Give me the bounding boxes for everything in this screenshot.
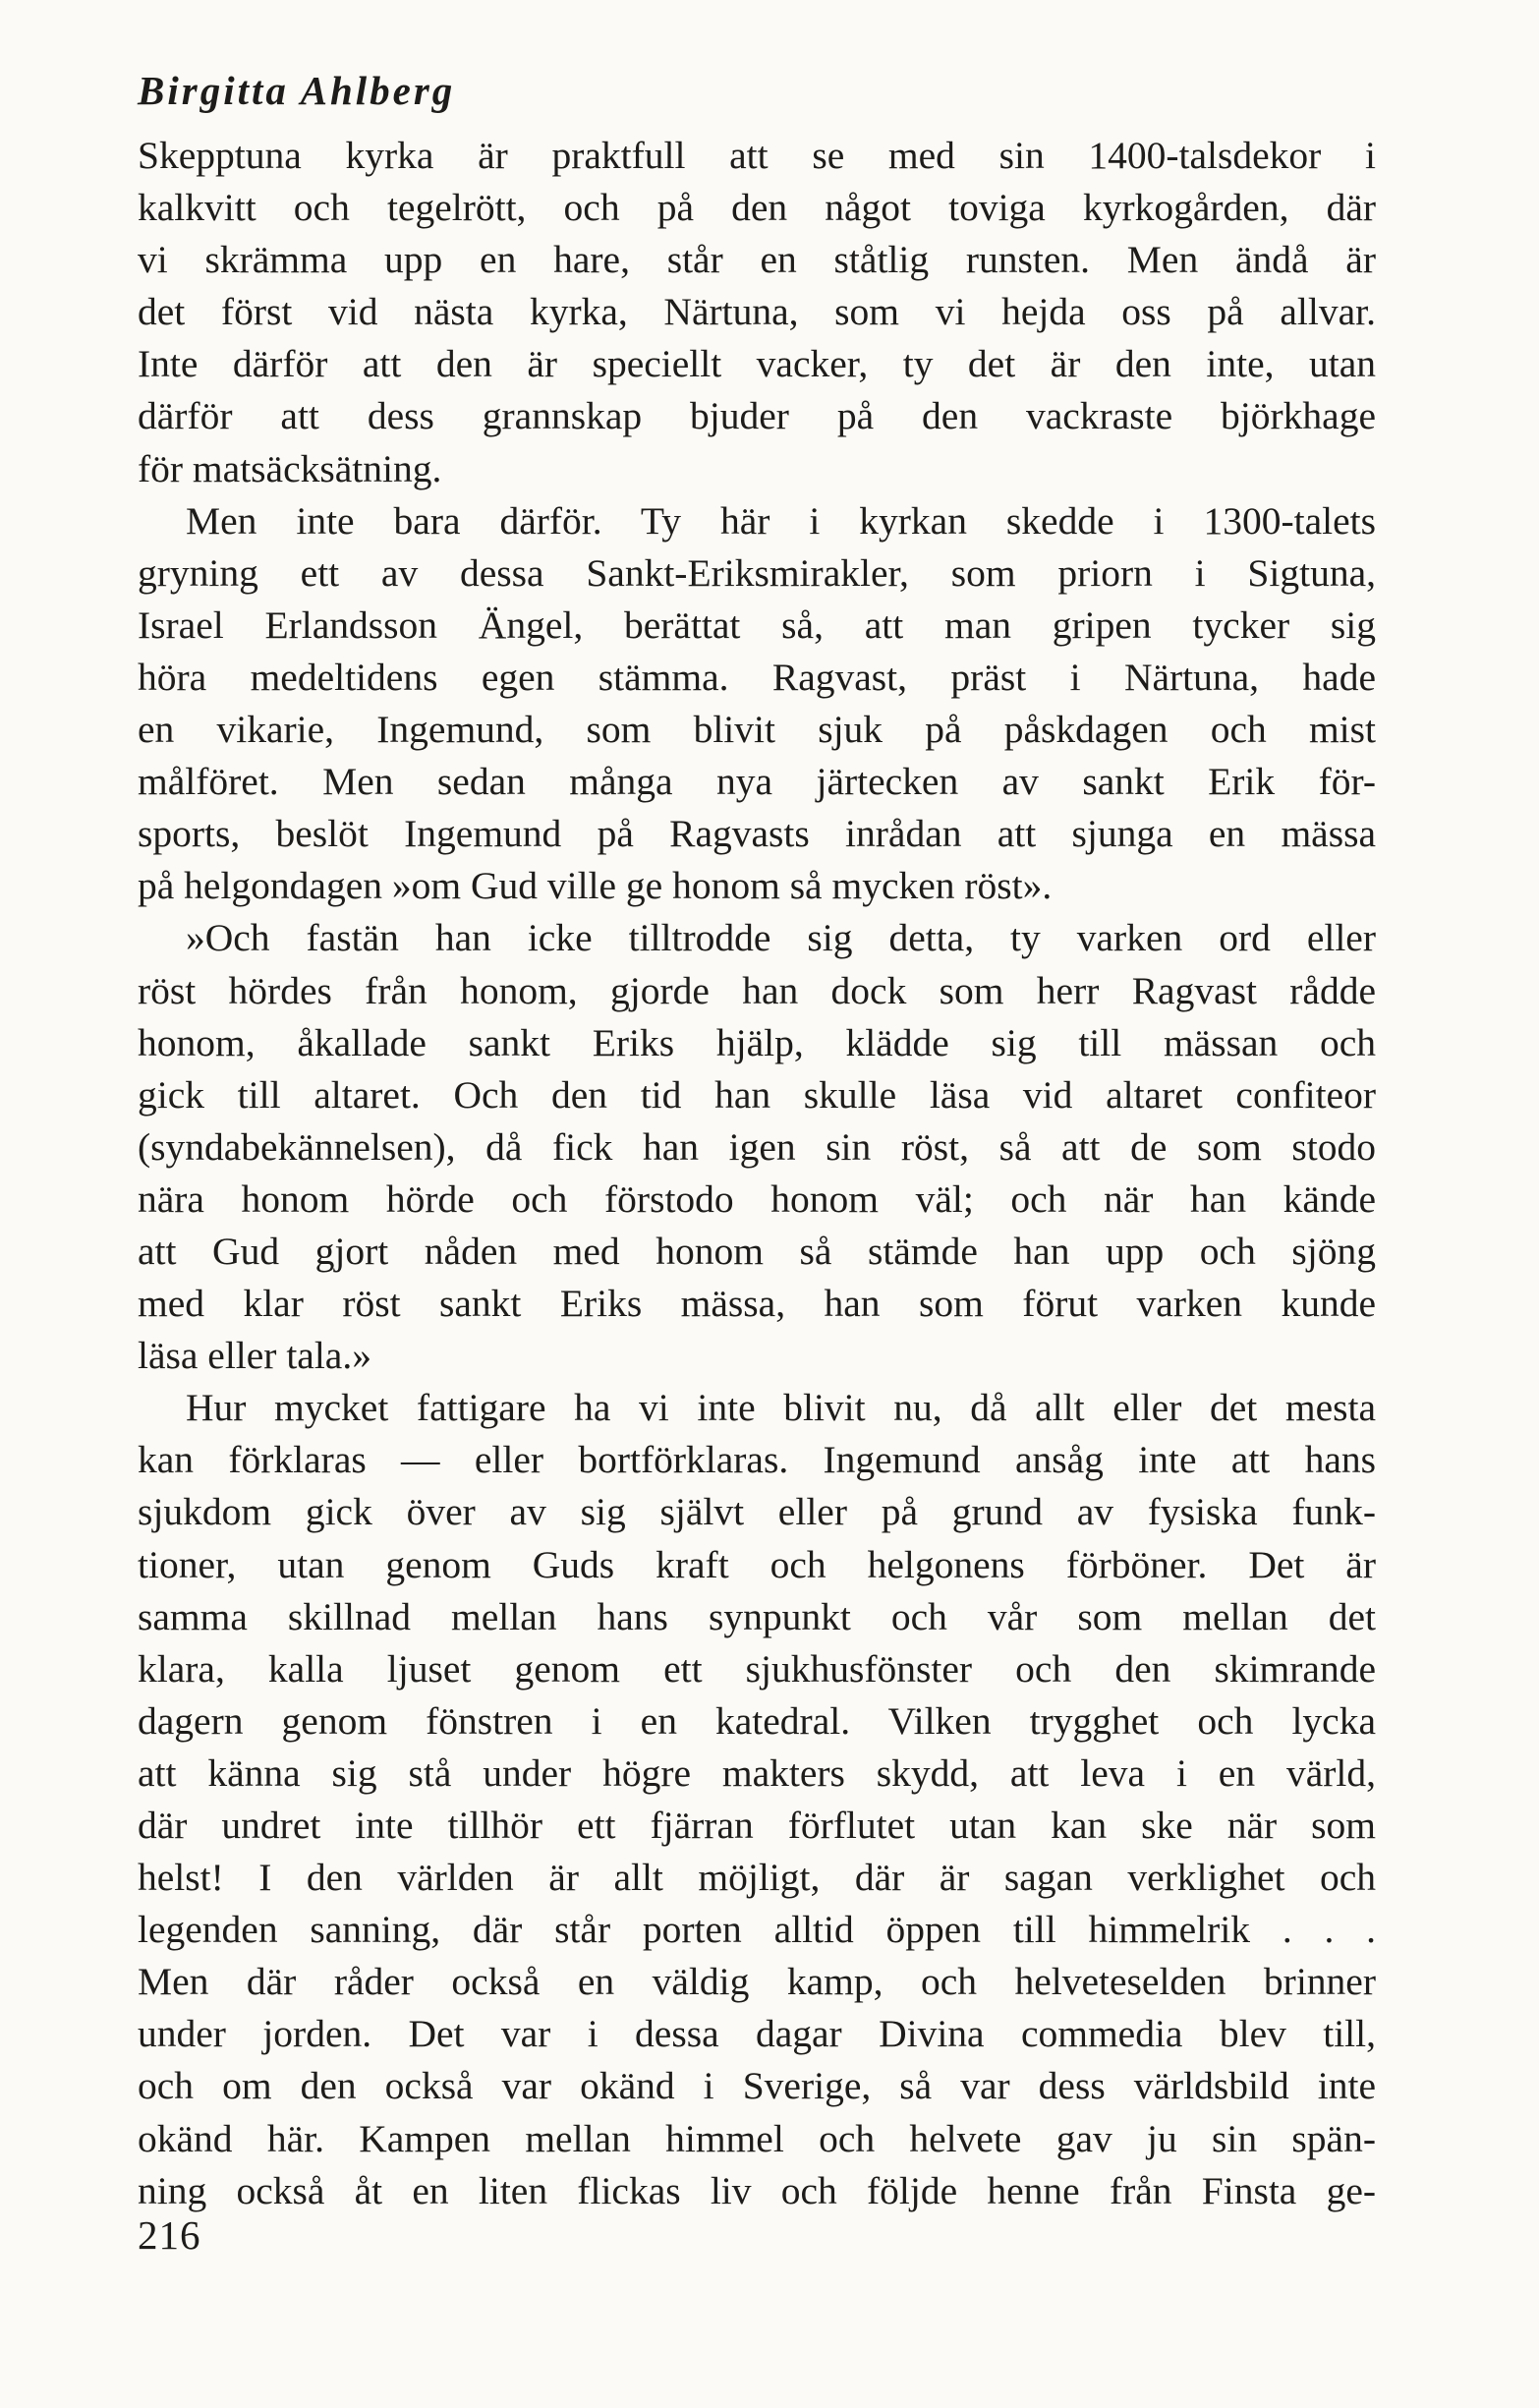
text-line: vi skrämma upp en hare, står en ståtlig runsten. Men ändå är — [138, 238, 1376, 282]
text-line: honom, åkallade sankt Eriks hjälp, klädde sig till mässan och — [138, 1020, 1376, 1064]
text-line: kalkvitt och tegelrött, och på den något toviga kyrkogården, där — [138, 186, 1376, 230]
text-line: att Gud gjort nåden med honom så stämde han upp och sjöng — [138, 1229, 1376, 1273]
text-line: och om den också var okänd i Sverige, så var dess världsbild inte — [138, 2064, 1376, 2108]
text-line: målföret. Men sedan många nya järtecken av sankt Erik för- — [138, 760, 1376, 804]
text-line: där undret inte tillhör ett fjärran förflutet utan kan ske när som — [138, 1804, 1376, 1847]
text-line: samma skillnad mellan hans synpunkt och vår som mellan det — [138, 1594, 1376, 1638]
text-line: (syndabekännelsen), då fick han igen sin röst, så att de som stodo — [138, 1124, 1376, 1169]
text-line: Men där råder också en väldig kamp, och helveteselden brinner — [138, 1960, 1376, 2004]
text-line: Hur mycket fattigare ha vi inte blivit nu, då allt eller det mesta — [186, 1386, 1376, 1430]
text-line: Skepptuna kyrka är praktfull att se med sin 1400-talsdekor i — [138, 134, 1376, 177]
text-line: kan förklaras — eller bortförklaras. Ingemund ansåg inte att hans — [138, 1438, 1376, 1482]
text-line: Men inte bara därför. Ty här i kyrkan skedde i 1300-talets — [186, 498, 1376, 543]
text-line: legenden sanning, där står porten alltid öppen till himmelrik . . . — [138, 1908, 1376, 1952]
text-line: helst! I den världen är allt möjligt, där är sagan verklighet och — [138, 1856, 1376, 1900]
text-line: på helgondagen »om Gud ville ge honom så mycken röst». — [138, 864, 1053, 908]
body-text — [138, 130, 1376, 2217]
text-line: sports, beslöt Ingemund på Ragvasts inrådan att sjunga en mässa — [138, 812, 1376, 856]
text-line: röst hördes från honom, gjorde han dock som herr Ragvast rådde — [138, 968, 1376, 1012]
text-line: gryning ett av dessa Sankt-Eriksmirakler, som priorn i Sigtuna, — [138, 550, 1376, 595]
text-line: dagern genom fönstren i en katedral. Vilken trygghet och lycka — [138, 1698, 1376, 1743]
text-line: det först vid nästa kyrka, Närtuna, som vi hejda oss på allvar. — [138, 290, 1376, 334]
text-line: Inte därför att den är speciellt vacker, ty det är den inte, utan — [138, 342, 1376, 386]
text-line: att känna sig stå under högre makters skydd, att leva i en värld, — [138, 1750, 1376, 1795]
text-line: okänd här. Kampen mellan himmel och helvete gav ju sin spän- — [138, 2116, 1376, 2160]
text-line: under jorden. Det var i dessa dagar Divina commedia blev till, — [138, 2012, 1376, 2056]
text-line: Israel Erlandsson Ängel, berättat så, att man gripen tycker sig — [138, 602, 1376, 647]
text-line: med klar röst sankt Eriks mässa, han som förut varken kunde — [138, 1282, 1376, 1326]
text-line: ning också åt en liten flickas liv och följde henne från Finsta ge- — [138, 2168, 1376, 2212]
text-line: klara, kalla ljuset genom ett sjukhusfönster och den skimrande — [138, 1646, 1376, 1691]
text-line: nära honom hörde och förstodo honom väl; och när han kände — [138, 1176, 1376, 1221]
text-line: för matsäcksätning. — [138, 446, 442, 490]
running-head-author: Birgitta Ahlberg — [138, 68, 456, 113]
text-line: »Och fastän han icke tilltrodde sig detta, ty varken ord eller — [186, 916, 1376, 960]
text-line: sjukdom gick över av sig självt eller på grund av fysiska funk- — [138, 1490, 1376, 1534]
text-line: gick till altaret. Och den tid han skulle läsa vid altaret confiteor — [138, 1072, 1376, 1117]
text-line: läsa eller tala.» — [138, 1334, 371, 1378]
page-number: 216 — [138, 2212, 201, 2258]
text-line: en vikarie, Ingemund, som blivit sjuk på påskdagen och mist — [138, 708, 1376, 752]
text-line: tioner, utan genom Guds kraft och helgonens förböner. Det är — [138, 1542, 1376, 1586]
text-line: därför att dess grannskap bjuder på den vackraste björkhage — [138, 394, 1376, 438]
text-line: höra medeltidens egen stämma. Ragvast, präst i Närtuna, hade — [138, 655, 1376, 699]
